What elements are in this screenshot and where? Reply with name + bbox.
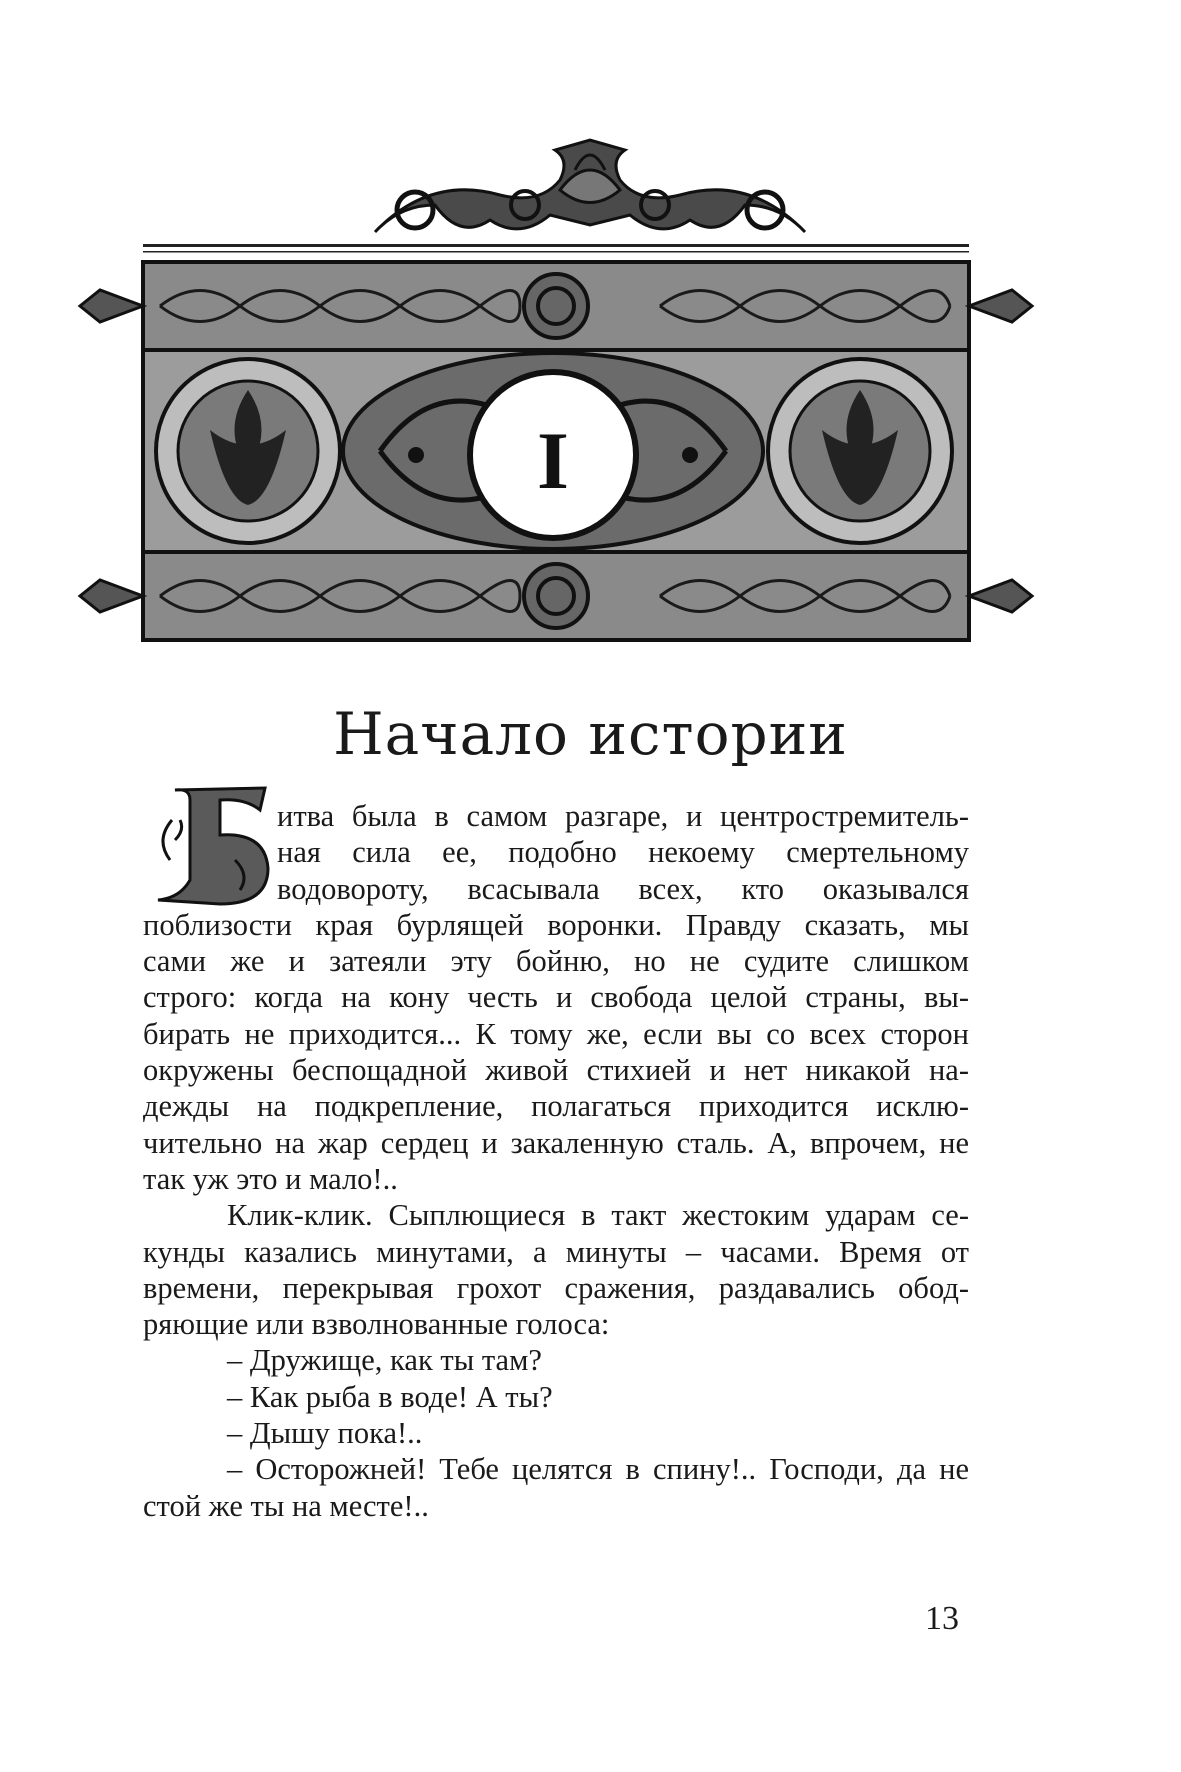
text-line: сами же и затеяли эту бойню, но не судите слишком bbox=[143, 944, 969, 979]
text-line: Клик-клик. Сыплющиеся в такт жестоким ударам се- bbox=[227, 1198, 969, 1233]
text-line: времени, перекрывая грохот сражения, раздавались обод- bbox=[143, 1270, 969, 1305]
text-line: окружены беспощадной живой стихией и нет никакой на- bbox=[143, 1053, 969, 1088]
text-line: строго: когда на кону честь и свобода целой страны, вы- bbox=[143, 980, 969, 1015]
page-number: 13 bbox=[925, 1600, 959, 1637]
chapter-title: Начало истории bbox=[333, 700, 848, 768]
text-line: дежды на подкрепление, полагаться приходится исклю- bbox=[143, 1089, 969, 1124]
crown-ornament bbox=[375, 140, 805, 232]
text-line: ная сила ее, подобно некоему смертельному bbox=[277, 835, 969, 870]
dialogue-line: – Осторожней! Тебе целятся в спину!.. Господи, да не bbox=[227, 1452, 969, 1487]
chapter-body bbox=[143, 798, 969, 1524]
text-line: поблизости края бурлящей воронки. Правду сказать, мы bbox=[143, 907, 969, 942]
dialogue-line: – Как рыба в воде! А ты? bbox=[227, 1379, 553, 1414]
text-line: кунды казались минутами, а минуты – часами. Время от bbox=[143, 1234, 969, 1269]
chapter-header-ornament bbox=[0, 0, 1181, 660]
dialogue-line: – Дышу пока!.. bbox=[227, 1416, 423, 1451]
text-line: чительно на жар сердец и закаленную сталь. А, впрочем, не bbox=[143, 1125, 969, 1160]
dialogue-line: стой же ты на месте!.. bbox=[143, 1488, 429, 1523]
drop-cap-letter: Б bbox=[176, 790, 250, 910]
chapter-numeral: I bbox=[537, 415, 569, 506]
dialogue-line: – Дружище, как ты там? bbox=[227, 1343, 542, 1378]
text-line: водовороту, всасывала всех, кто оказывался bbox=[277, 871, 969, 906]
text-line: ряющие или взволнованные голоса: bbox=[143, 1307, 610, 1342]
text-line: итва была в самом разгаре, и центростремитель- bbox=[277, 799, 969, 833]
text-line: бирать не приходится... К тому же, если вы со всех сторон bbox=[143, 1016, 969, 1051]
text-line: так уж это и мало!.. bbox=[143, 1161, 398, 1196]
